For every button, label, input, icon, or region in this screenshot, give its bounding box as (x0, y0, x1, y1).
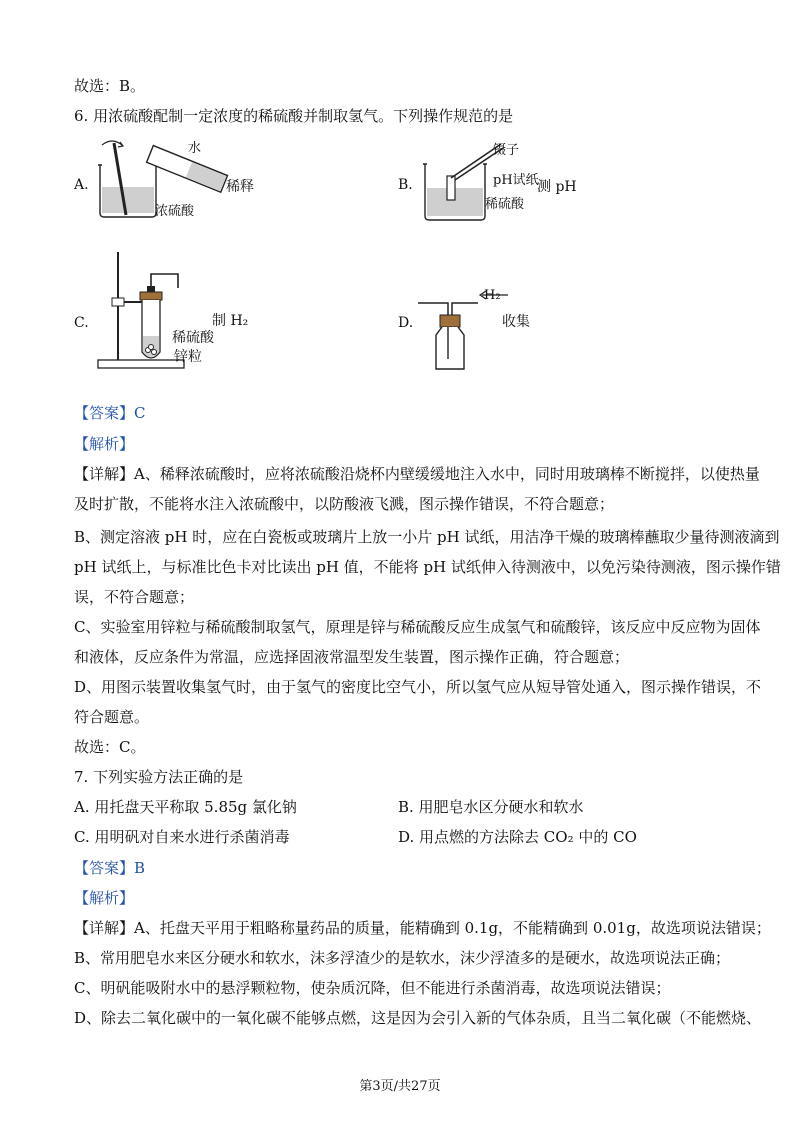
question-6-stem: 6. 用浓硫酸配制一定浓度的稀硫酸并制取氢气。下列操作规范的是 (74, 107, 514, 125)
figure-b-letter: B. (398, 177, 413, 193)
q7-option-d: D. 用点燃的方法除去 CO₂ 中的 CO (398, 828, 637, 846)
figure-b-paper-label: pH试纸 (493, 173, 539, 188)
q6-detail-line: pH 试纸上，与标准比色卡对比读出 pH 值，不能将 pH 试纸伸入待测液中，以免污染待测液，图示操作错 (74, 558, 781, 576)
q6-selection: 故选：C。 (74, 738, 146, 756)
q6-analysis-heading: 【解析】 (74, 435, 135, 453)
q7-detail-line: B、常用肥皂水来区分硬水和软水，沫多浮渣少的是软水，沫少浮渣多的是硬水，故选项说法正确； (74, 949, 731, 967)
q7-answer: 【答案】B (74, 859, 146, 877)
figure-d-gas-label: H₂ (484, 288, 501, 303)
q6-detail-line: 【详解】A、稀释浓硫酸时，应将浓硫酸沿烧杯内壁缓缓地注入水中，同时用玻璃棒不断搅拌，以使热量 (74, 465, 760, 483)
figure-a-water-label: 水 (188, 141, 202, 156)
figure-a-letter: A. (74, 177, 89, 193)
q6-detail-line: C、实验室用锌粒与稀硫酸制取氢气，原理是锌与稀硫酸反应生成氢气和硫酸锌，该反应中反应物为固体 (74, 618, 761, 636)
q6-detail-line: D、用图示装置收集氢气时，由于氢气的密度比空气小，所以氢气应从短导管处通入，图示操作错误，不 (74, 678, 762, 696)
q6-detail-line: 误，不符合题意； (74, 588, 195, 606)
figure-b-tweezers-label: 镊子 (493, 143, 520, 158)
q7-option-c: C. 用明矾对自来水进行杀菌消毒 (74, 828, 290, 846)
figure-c-letter: C. (74, 315, 89, 331)
q6-detail-line: 符合题意。 (74, 708, 150, 726)
answer-line-q5: 故选：B。 (74, 77, 146, 95)
q6-detail-line: B、测定溶液 pH 时，应在白瓷板或玻璃片上放一小片 pH 试纸，用洁净干燥的玻璃棒蘸取少量待测液滴到 (74, 528, 780, 546)
figure-b-measure-label: 测 pH (537, 179, 577, 195)
figure-c-acid-label: 稀硫酸 (172, 330, 214, 346)
figure-b-acid-label: 稀硫酸 (485, 197, 525, 212)
figure-d-letter: D. (398, 315, 414, 331)
figure-d-collect-label: 收集 (502, 314, 530, 330)
q7-detail-line: 【详解】A、托盘天平用于粗略称量药品的质量，能精确到 0.1g，不能精确到 0.01g，故选项说法错误； (74, 919, 771, 937)
question-7-stem: 7. 下列实验方法正确的是 (74, 768, 244, 786)
q6-detail-line: 和液体，反应条件为常温，应选择固液常温型发生装置，图示操作正确，符合题意； (74, 648, 630, 666)
q7-option-b: B. 用肥皂水区分硬水和软水 (398, 798, 584, 816)
figure-a-dilute-label: 稀释 (226, 179, 254, 195)
figure-a-conc-acid-label: 浓硫酸 (155, 204, 195, 219)
q7-detail-line: D、除去二氧化碳中的一氧化碳不能够点燃，这是因为会引入新的气体杂质，且当二氧化碳（不能燃烧、 (74, 1009, 762, 1027)
page-footer: 第3页/共27页 (359, 1079, 441, 1094)
figure-c-zinc-label: 锌粒 (174, 349, 202, 365)
q6-detail-line: 及时扩散，不能将水注入浓硫酸中，以防酸液飞溅，图示操作错误，不符合题意； (74, 495, 615, 513)
figure-c-make-label: 制 H₂ (212, 313, 249, 329)
q6-answer: 【答案】C (74, 404, 146, 422)
q7-analysis-heading: 【解析】 (74, 889, 135, 907)
q7-detail-line: C、明矾能吸附水中的悬浮颗粒物，使杂质沉降，但不能进行杀菌消毒，故选项说法错误； (74, 979, 671, 997)
q7-option-a: A. 用托盘天平称取 5.85g 氯化钠 (74, 798, 297, 816)
